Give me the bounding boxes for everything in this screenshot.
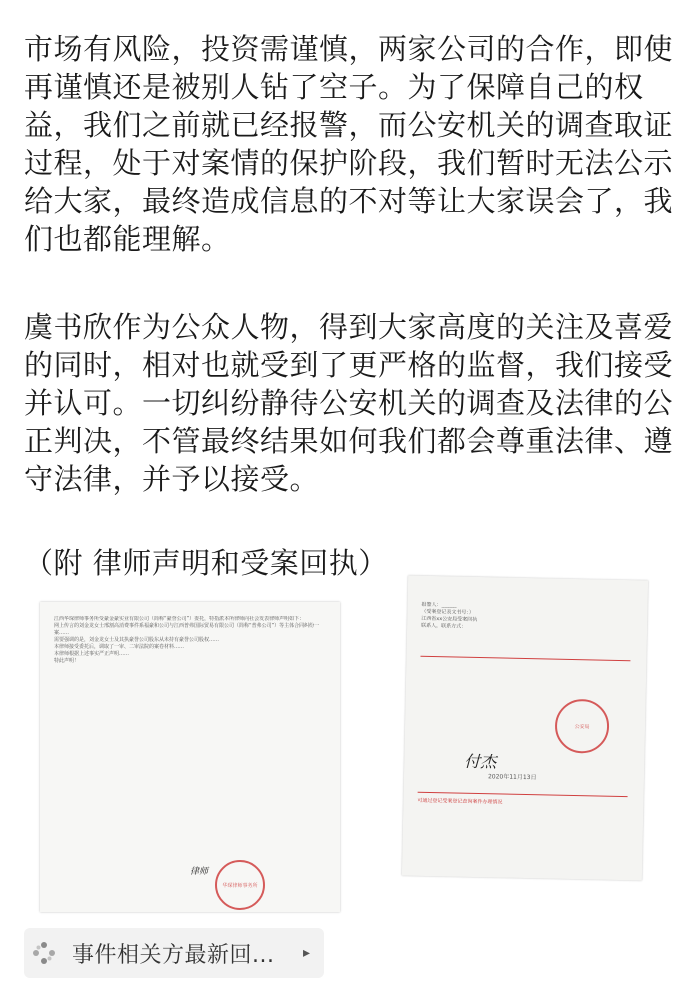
article-paragraph-1: 市场有风险，投资需谨慎，两家公司的合作，即使 再谨慎还是被别人钻了空子。为了保障自己的权 益，我们之前就已经报警，而公安机关的调查取证 过程，处于对案情的保护阶段，我们暂时无法公示 给大家，最终造成信息的不对等让大家误会了，我 们也都能理解。 (24, 32, 674, 256)
chevron-right-icon: ▸ (302, 945, 310, 961)
share-icon (24, 928, 64, 978)
receipt-note: 可通过登记受案登记查询案件办理情况 (417, 797, 503, 806)
attachment-note: （附 律师声明和受案回执） (24, 546, 388, 580)
police-seal: 公安局 (554, 699, 609, 754)
case-receipt-body: 报警人：______ （受案登记表文书号：） 江西省xx公安局受案回执 联系人，联系方式： (421, 601, 478, 630)
lawyer-seal: 华琛律师事务所 (215, 860, 265, 910)
lawyer-statement-image[interactable] (40, 602, 340, 912)
lawyer-signature: 律师 (190, 867, 209, 877)
case-receipt-image[interactable] (402, 576, 648, 881)
article-paragraph-2: 虞书欣作为公众人物，得到大家高度的关注及喜爱 的同时，相对也就受到了更严格的监督，我们接受 并认可。一切纠纷静待公安机关的调查及法律的公 正判决，不管最终结果如何我们都会尊重法律、遵 守法律，并予以接受。 (24, 310, 674, 496)
receipt-date: 2020年11月13日 (487, 773, 537, 782)
related-news-link[interactable] (24, 928, 324, 978)
lawyer-statement-body: 江西华琛律师事务所受豪金豪实业有限公司（简称“豪誉公司”）委托，特指派本所律师向社会发表律师声明如下： 网上传言的刘金龙女士邢割高消费事件系福豪和公司与江西普弗国际贸易有限公司（简称“普弗公司”）等主体合同纠纷一案…… 需要强调的是，刘金龙女士及其执豪誉公司股东从未持有豪誉公司股权…… 本律师接受委托后，调取了一审、二审法院的案卷材料…… 本律师根据上述事实严正声明…… 特此声明！ (54, 616, 320, 664)
related-news-label: 事件相关方最新回... (72, 942, 275, 968)
receipt-signature: 付杰 (464, 751, 497, 772)
